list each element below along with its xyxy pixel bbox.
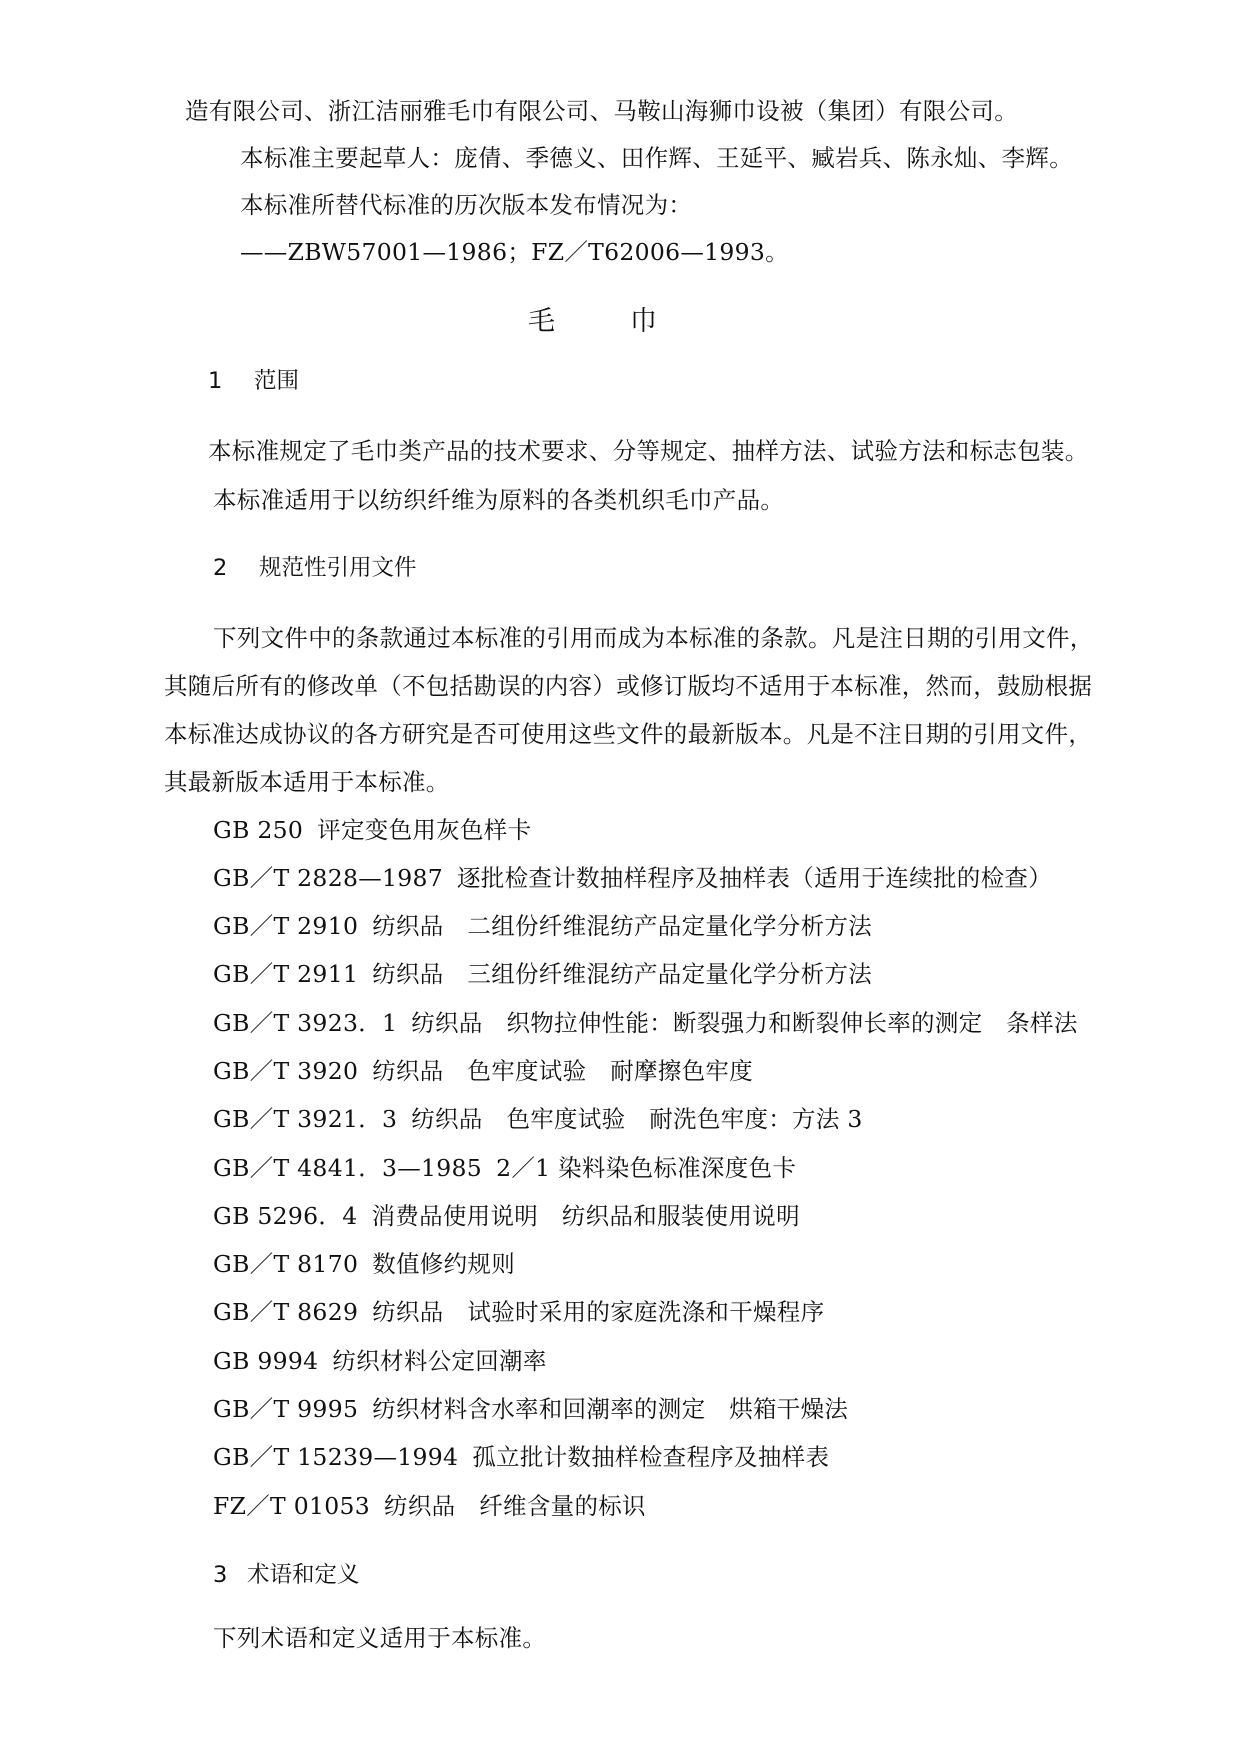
reference-title: 纺织品 色牢度试验 耐摩擦色牢度 xyxy=(372,1057,754,1085)
reference-title: 纺织品 织物拉伸性能：断裂强力和断裂伸长率的测定 条样法 xyxy=(411,1009,1078,1037)
reference-title: 孤立批计数抽样检查程序及抽样表 xyxy=(472,1443,830,1471)
reference-code: GB／T 2911 xyxy=(213,960,359,988)
document-title-char-1: 毛 xyxy=(528,306,556,337)
reference-title: 纺织品 色牢度试验 耐洗色牢度：方法 3 xyxy=(411,1105,863,1133)
reference-code: GB／T 8629 xyxy=(213,1298,359,1326)
reference-item xyxy=(213,911,872,941)
reference-code: GB／T 2828—1987 xyxy=(213,864,443,892)
reference-title: 消费品使用说明 纺织品和服装使用说明 xyxy=(371,1202,800,1230)
reference-item xyxy=(213,959,872,989)
section-2-number: 2 xyxy=(213,555,228,581)
section-1-title: 范围 xyxy=(254,368,300,394)
reference-item xyxy=(213,1056,753,1086)
reference-code: GB／T 3920 xyxy=(213,1057,359,1085)
reference-title: 逐批检查计数抽样程序及抽样表（适用于连续批的检查） xyxy=(457,864,1052,892)
section-2-paragraph-line: 下列文件中的条款通过本标准的引用而成为本标准的条款。凡是注日期的引用文件， xyxy=(213,624,1094,652)
section-3-heading xyxy=(213,1560,360,1590)
reference-title: 评定变色用灰色样卡 xyxy=(317,816,532,844)
reference-title: 纺织品 纤维含量的标识 xyxy=(384,1492,646,1520)
history-intro-line: 本标准所替代标准的历次版本发布情况为： xyxy=(240,191,693,219)
reference-title: 纺织材料公定回潮率 xyxy=(332,1347,547,1375)
document-title-char-2: 巾 xyxy=(630,306,658,337)
section-2-paragraph-line: 其最新版本适用于本标准。 xyxy=(164,768,450,796)
reference-code: FZ／T 01053 xyxy=(213,1492,371,1520)
reference-item xyxy=(213,1249,515,1279)
reference-code: GB 250 xyxy=(213,816,304,844)
reference-code: GB／T 2910 xyxy=(213,912,359,940)
reference-item xyxy=(213,1104,863,1134)
section-1-paragraph-2: 本标准适用于以纺织纤维为原料的各类机织毛巾产品。 xyxy=(213,486,785,514)
reference-item xyxy=(213,863,1052,893)
reference-item xyxy=(213,815,531,845)
section-1-number: 1 xyxy=(208,368,223,394)
reference-title: 2／1 染料染色标准深度色卡 xyxy=(496,1154,797,1182)
drafters-line: 本标准主要起草人：庞倩、季德义、田作辉、王延平、臧岩兵、陈永灿、李辉。 xyxy=(240,144,1073,172)
section-2-heading xyxy=(213,553,417,583)
reference-item xyxy=(213,1201,800,1231)
section-2-title: 规范性引用文件 xyxy=(259,555,417,581)
section-2-paragraph-line: 本标准达成协议的各方研究是否可使用这些文件的最新版本。凡是不注日期的引用文件， xyxy=(164,720,1093,748)
reference-item xyxy=(213,1008,1078,1038)
reference-title: 纺织品 二组份纤维混纺产品定量化学分析方法 xyxy=(372,912,873,940)
section-2-paragraph-line: 其随后所有的修改单（不包括勘误的内容）或修订版均不适用于本标准，然而，鼓励根据 xyxy=(164,672,1093,700)
reference-code: GB／T 15239—1994 xyxy=(213,1443,459,1471)
section-3-number: 3 xyxy=(213,1562,228,1588)
reference-code: GB／T 3923．1 xyxy=(213,1009,398,1037)
reference-title: 纺织品 三组份纤维混纺产品定量化学分析方法 xyxy=(372,960,873,988)
reference-item xyxy=(213,1297,824,1327)
reference-code: GB／T 3921．3 xyxy=(213,1105,398,1133)
reference-code: GB 5296．4 xyxy=(213,1202,358,1230)
reference-title: 纺织材料含水率和回潮率的测定 烘箱干燥法 xyxy=(372,1395,849,1423)
section-1-heading xyxy=(208,366,299,396)
reference-title: 数值修约规则 xyxy=(372,1250,516,1278)
reference-code: GB／T 9995 xyxy=(213,1395,359,1423)
reference-item xyxy=(213,1394,848,1424)
section-3-title: 术语和定义 xyxy=(247,1562,360,1588)
reference-item xyxy=(213,1491,646,1521)
section-1-paragraph-1: 本标准规定了毛巾类产品的技术要求、分等规定、抽样方法、试验方法和标志包装。 xyxy=(208,437,1089,465)
intro-continuation-line: 造有限公司、浙江洁丽雅毛巾有限公司、马鞍山海狮巾设被（集团）有限公司。 xyxy=(185,97,1018,125)
reference-item xyxy=(213,1153,796,1183)
reference-item xyxy=(213,1442,829,1472)
reference-code: GB／T 4841．3—1985 xyxy=(213,1154,483,1182)
reference-code: GB／T 8170 xyxy=(213,1250,359,1278)
history-versions-line: ——ZBW57001—1986；FZ／T62006—1993。 xyxy=(240,238,789,266)
reference-item xyxy=(213,1346,547,1376)
reference-title: 纺织品 试验时采用的家庭洗涤和干燥程序 xyxy=(372,1298,825,1326)
section-3-paragraph-1: 下列术语和定义适用于本标准。 xyxy=(213,1624,547,1652)
reference-code: GB 9994 xyxy=(213,1347,319,1375)
